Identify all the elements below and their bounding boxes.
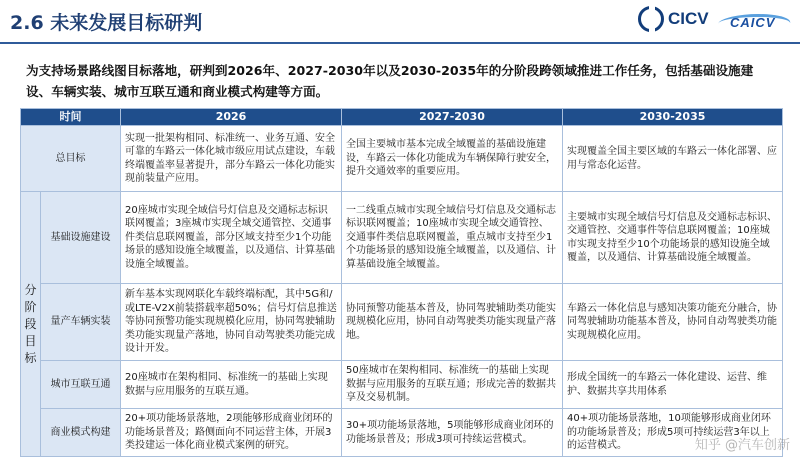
table-row	[21, 192, 783, 284]
cicv-logo-text: CICV	[668, 9, 709, 28]
group-label-stages: 分阶段目标	[21, 192, 41, 457]
header-divider	[0, 42, 800, 44]
table-cell: 50座城市在架构相同、标准统一的基础上实现数据与应用服务的互联互通；形成完善的数据共享及交易机制。	[342, 361, 563, 409]
header-2026: 2026	[121, 109, 342, 126]
row-label-overall: 总目标	[21, 126, 121, 192]
table-cell: 20座城市实现全域信号灯信息及交通标志标识联网覆盖；3座城市实现全域交通管控、交通事件类信息联网覆盖，部分区域支持至少1个功能场景的感知设施全域覆盖，以及通信、计算基础设施全域覆盖。	[121, 192, 342, 284]
header-time: 时间	[21, 109, 121, 126]
cell-overall-2030: 实现覆盖全国主要区域的车路云一体化部署、应用与常态化运营。	[563, 126, 783, 192]
table-cell: 20+项功能场景落地，2项能够形成商业闭环的功能场景普及；路侧面向不同运营主体，开展3类投建运一体化商业模式案例的研究。	[121, 409, 342, 457]
cell-overall-2026: 实现一批架构相同、标准统一、业务互通、安全可靠的车路云一体化城市级应用试点建设，车载终端覆盖率显著提升，部分车路云一体化功能实现前装量产应用。	[121, 126, 342, 192]
caicv-logo-text: CAICV	[730, 15, 776, 30]
header-2030-2035: 2030-2035	[563, 109, 783, 126]
row-label: 城市互联互通	[41, 361, 121, 409]
table-cell: 车路云一体化信息与感知决策功能充分融合，协同驾驶辅助功能基本普及，协同自动驾驶类功能实现规模化应用。	[563, 284, 783, 361]
watermark: 知乎 @汽车创新	[694, 438, 790, 453]
table-row	[21, 361, 783, 409]
table-row	[21, 284, 783, 361]
table-cell: 主要城市实现全域信号灯信息及交通标志标识、交通管控、交通事件等信息联网覆盖；10座城市实现支持至少10个功能场景的感知设施全域覆盖，以及通信、计算基础设施全域覆盖。	[563, 192, 783, 284]
cell-overall-2027: 全国主要城市基本完成全域覆盖的基础设施建设，车路云一体化功能成为车辆保障行驶安全，提升交通效率的重要应用。	[342, 126, 563, 192]
cicv-logo-mark-icon	[638, 6, 664, 32]
cicv-logo	[638, 6, 709, 32]
table-cell: 协同预警功能基本普及，协同驾驶辅助类功能实现规模化应用，协同自动驾驶类功能实现量产落地。	[342, 284, 563, 361]
row-label: 基础设施建设	[41, 192, 121, 284]
table-row-overall	[21, 126, 783, 192]
row-label: 量产车辆实装	[41, 284, 121, 361]
table-cell: 30+项功能场景落地，5项能够形成商业闭环的功能场景普及；形成3项可持续运营模式。	[342, 409, 563, 457]
row-label: 商业模式构建	[41, 409, 121, 457]
caicv-logo	[718, 6, 790, 34]
table-cell: 新车基本实现网联化车载终端标配，其中5G和/或LTE-V2X前装搭载率超50%；信号灯信息推送等协同预警功能实现规模化应用，协同驾驶辅助类功能实现量产落地，协同自动驾驶类功能完成设计开发。	[121, 284, 342, 361]
table-cell: 40+项功能场景落地，10项能够形成商业闭环的功能场景普及；形成5项可持续运营3年以上的运营模式。	[563, 409, 783, 457]
goals-table	[20, 108, 783, 457]
table-cell: 20座城市在架构相同、标准统一的基础上实现数据与应用服务的互联互通。	[121, 361, 342, 409]
header-2027-2030: 2027-2030	[342, 109, 563, 126]
table-cell: 一二线重点城市实现全域信号灯信息及交通标志标识联网覆盖；10座城市实现全域交通管控、交通事件类信息联网覆盖，重点城市支持至少1个功能场景的感知设施全域覆盖，以及通信、计算基础设施全域覆盖。	[342, 192, 563, 284]
table-cell: 形成全国统一的车路云一体化建设、运营、维护、数据共享共用体系	[563, 361, 783, 409]
page-title: 2.6 未来发展目标研判	[10, 12, 203, 34]
intro-paragraph: 为支持场景路线图目标落地，研判到2026年、2027-2030年以及2030-2035年的分阶段跨领域推进工作任务，包括基础设施建设、车辆实装、城市互联互通和商业模式构建等方面。	[26, 63, 754, 99]
table-header-row	[21, 109, 783, 126]
table-row	[21, 409, 783, 457]
